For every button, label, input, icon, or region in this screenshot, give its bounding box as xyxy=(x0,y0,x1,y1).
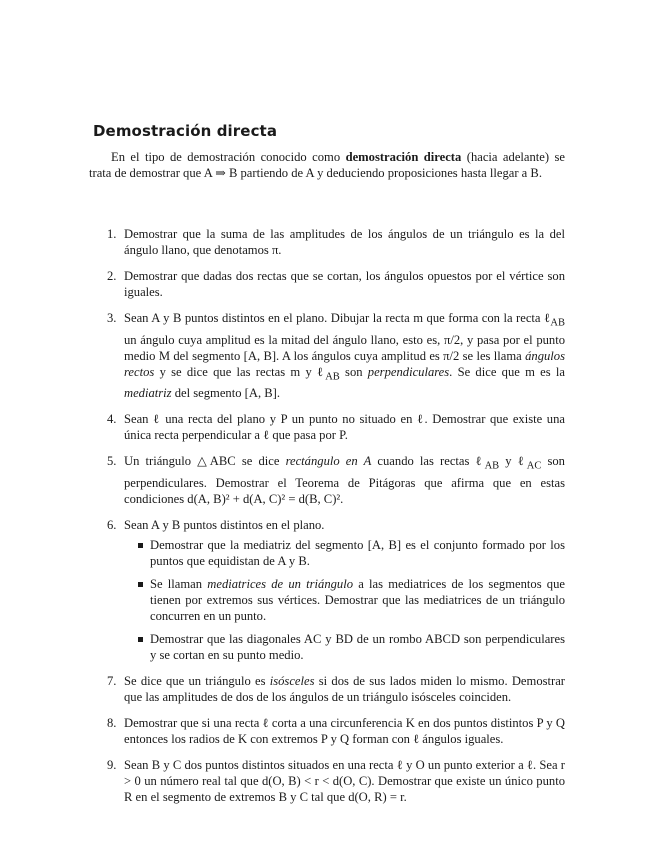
item-number: 2. xyxy=(107,269,117,283)
intro-text-after: (hacia adelante) se trata de demostrar que A ⇒ B partiendo de A y deduciendo proposiciones hasta llegar a B. xyxy=(89,150,566,180)
bullet-icon xyxy=(138,543,143,548)
item-text: Demostrar que dadas dos rectas que se cortan, los ángulos opuestos por el vértice son iguales. xyxy=(124,269,565,299)
item-text: son perpendiculares. Demostrar el Teorema de Pitágoras que afirma que en estas condiciones d(A, B)² + d(A, C)² = d(B, C)². xyxy=(124,454,565,506)
item-text: y ℓ xyxy=(499,454,527,469)
exercise-item-6 xyxy=(89,517,565,663)
item-text: Demostrar que la suma de las amplitudes de los ángulos de un triángulo es la del ángulo llano, que denotamos π. xyxy=(124,227,565,257)
sub-list xyxy=(124,537,565,663)
sub-item-text: Demostrar que las diagonales AC y BD de un rombo ABCD son perpendiculares y se cortan en su punto medio. xyxy=(150,631,565,662)
item-text: Sean ℓ una recta del plano y P un punto no situado en ℓ. Demostrar que existe una única recta perpendicular a ℓ que pasa por P. xyxy=(124,412,565,443)
item-text: un ángulo cuya amplitud es la mitad del ángulo llano, esto es, π/2, y pasa por el punto medio M del segmento [A, B]. A los ángulos cuya amplitud es π/2 se les llama xyxy=(124,332,565,363)
intro-text-before: En el tipo de demostración conocido como xyxy=(111,150,346,164)
item-number: 8. xyxy=(107,715,117,730)
sub-item xyxy=(124,537,565,569)
item-text: Un triángulo △ABC se dice xyxy=(124,454,286,469)
item-number: 9. xyxy=(107,757,117,772)
exercise-item-2 xyxy=(89,268,565,300)
item-text: . Se dice que m es la xyxy=(449,364,566,379)
intro-bold-term: demostración directa xyxy=(345,150,462,164)
sub-item xyxy=(124,631,565,663)
sub-item-text: a las mediatrices de los segmentos que tienen por extremos sus vértices. Demostrar que las mediatrices de un triángulo concurren en un punto. xyxy=(150,576,565,623)
emphasis-term: perpendiculares xyxy=(367,364,450,379)
subscript: AB xyxy=(550,317,565,329)
item-text: del segmento [A, B]. xyxy=(171,386,281,401)
bullet-icon xyxy=(138,582,143,587)
item-text: Sean B y C dos puntos distintos situados en una recta ℓ y O un punto exterior a ℓ. Sea r > 0 un número real tal que d(O, B) < r < d(O, C). Demostrar que existe un único punto R en el segmento de extremos B y C tal que d(O, R) = r. xyxy=(124,757,565,804)
subscript: AB xyxy=(484,460,500,472)
exercise-item-8 xyxy=(89,715,565,747)
item-text: son xyxy=(339,364,368,379)
item-number: 1. xyxy=(107,227,117,241)
emphasis-term: mediatriz xyxy=(124,386,172,401)
item-number: 4. xyxy=(107,412,117,427)
emphasis-term: ángulos rectos xyxy=(124,348,565,379)
emphasis-term: mediatrices de un triángulo xyxy=(207,576,354,591)
exercise-item-5 xyxy=(89,453,565,507)
item-text: Demostrar que si una recta ℓ corta a una circunferencia K en dos puntos distintos P y Q entonces los radios de K con extremos P y Q forman con ℓ ángulos iguales. xyxy=(124,715,565,746)
item-number: 3. xyxy=(107,311,117,325)
item-text: Se dice que un triángulo es xyxy=(124,673,270,688)
emphasis-term: isósceles xyxy=(269,673,315,688)
sub-item-text: Se llaman xyxy=(150,576,208,591)
item-text: Sean A y B puntos distintos en el plano. Dibujar la recta m que forma con la recta ℓ xyxy=(124,311,551,325)
item-text: Sean A y B puntos distintos en el plano. xyxy=(124,517,325,532)
item-number: 5. xyxy=(107,454,117,469)
exercise-item-4 xyxy=(89,411,565,443)
item-text: y se dice que las rectas m y ℓ xyxy=(154,364,326,379)
emphasis-term: rectángulo en A xyxy=(285,454,372,469)
item-number: 7. xyxy=(107,673,117,688)
item-number: 6. xyxy=(107,517,117,532)
intro-paragraph xyxy=(89,149,565,181)
subscript: AC xyxy=(526,460,542,472)
bullet-icon xyxy=(138,637,143,642)
exercise-item-7 xyxy=(89,673,565,705)
section-heading: Demostración directa xyxy=(93,122,278,140)
item-text: si dos de sus lados miden lo mismo. Demostrar que las amplitudes de dos de los ángulos de un triángulo isósceles coinciden. xyxy=(124,673,565,704)
item-text: cuando las rectas ℓ xyxy=(371,454,485,469)
sub-item xyxy=(124,576,565,624)
exercise-item-3 xyxy=(89,310,565,401)
exercise-item-1 xyxy=(89,226,565,258)
exercise-list xyxy=(89,226,565,815)
subscript: AB xyxy=(325,371,340,383)
sub-item-text: Demostrar que la mediatriz del segmento [A, B] es el conjunto formado por los puntos que equidistan de A y B. xyxy=(150,537,565,568)
exercise-item-9 xyxy=(89,757,565,805)
